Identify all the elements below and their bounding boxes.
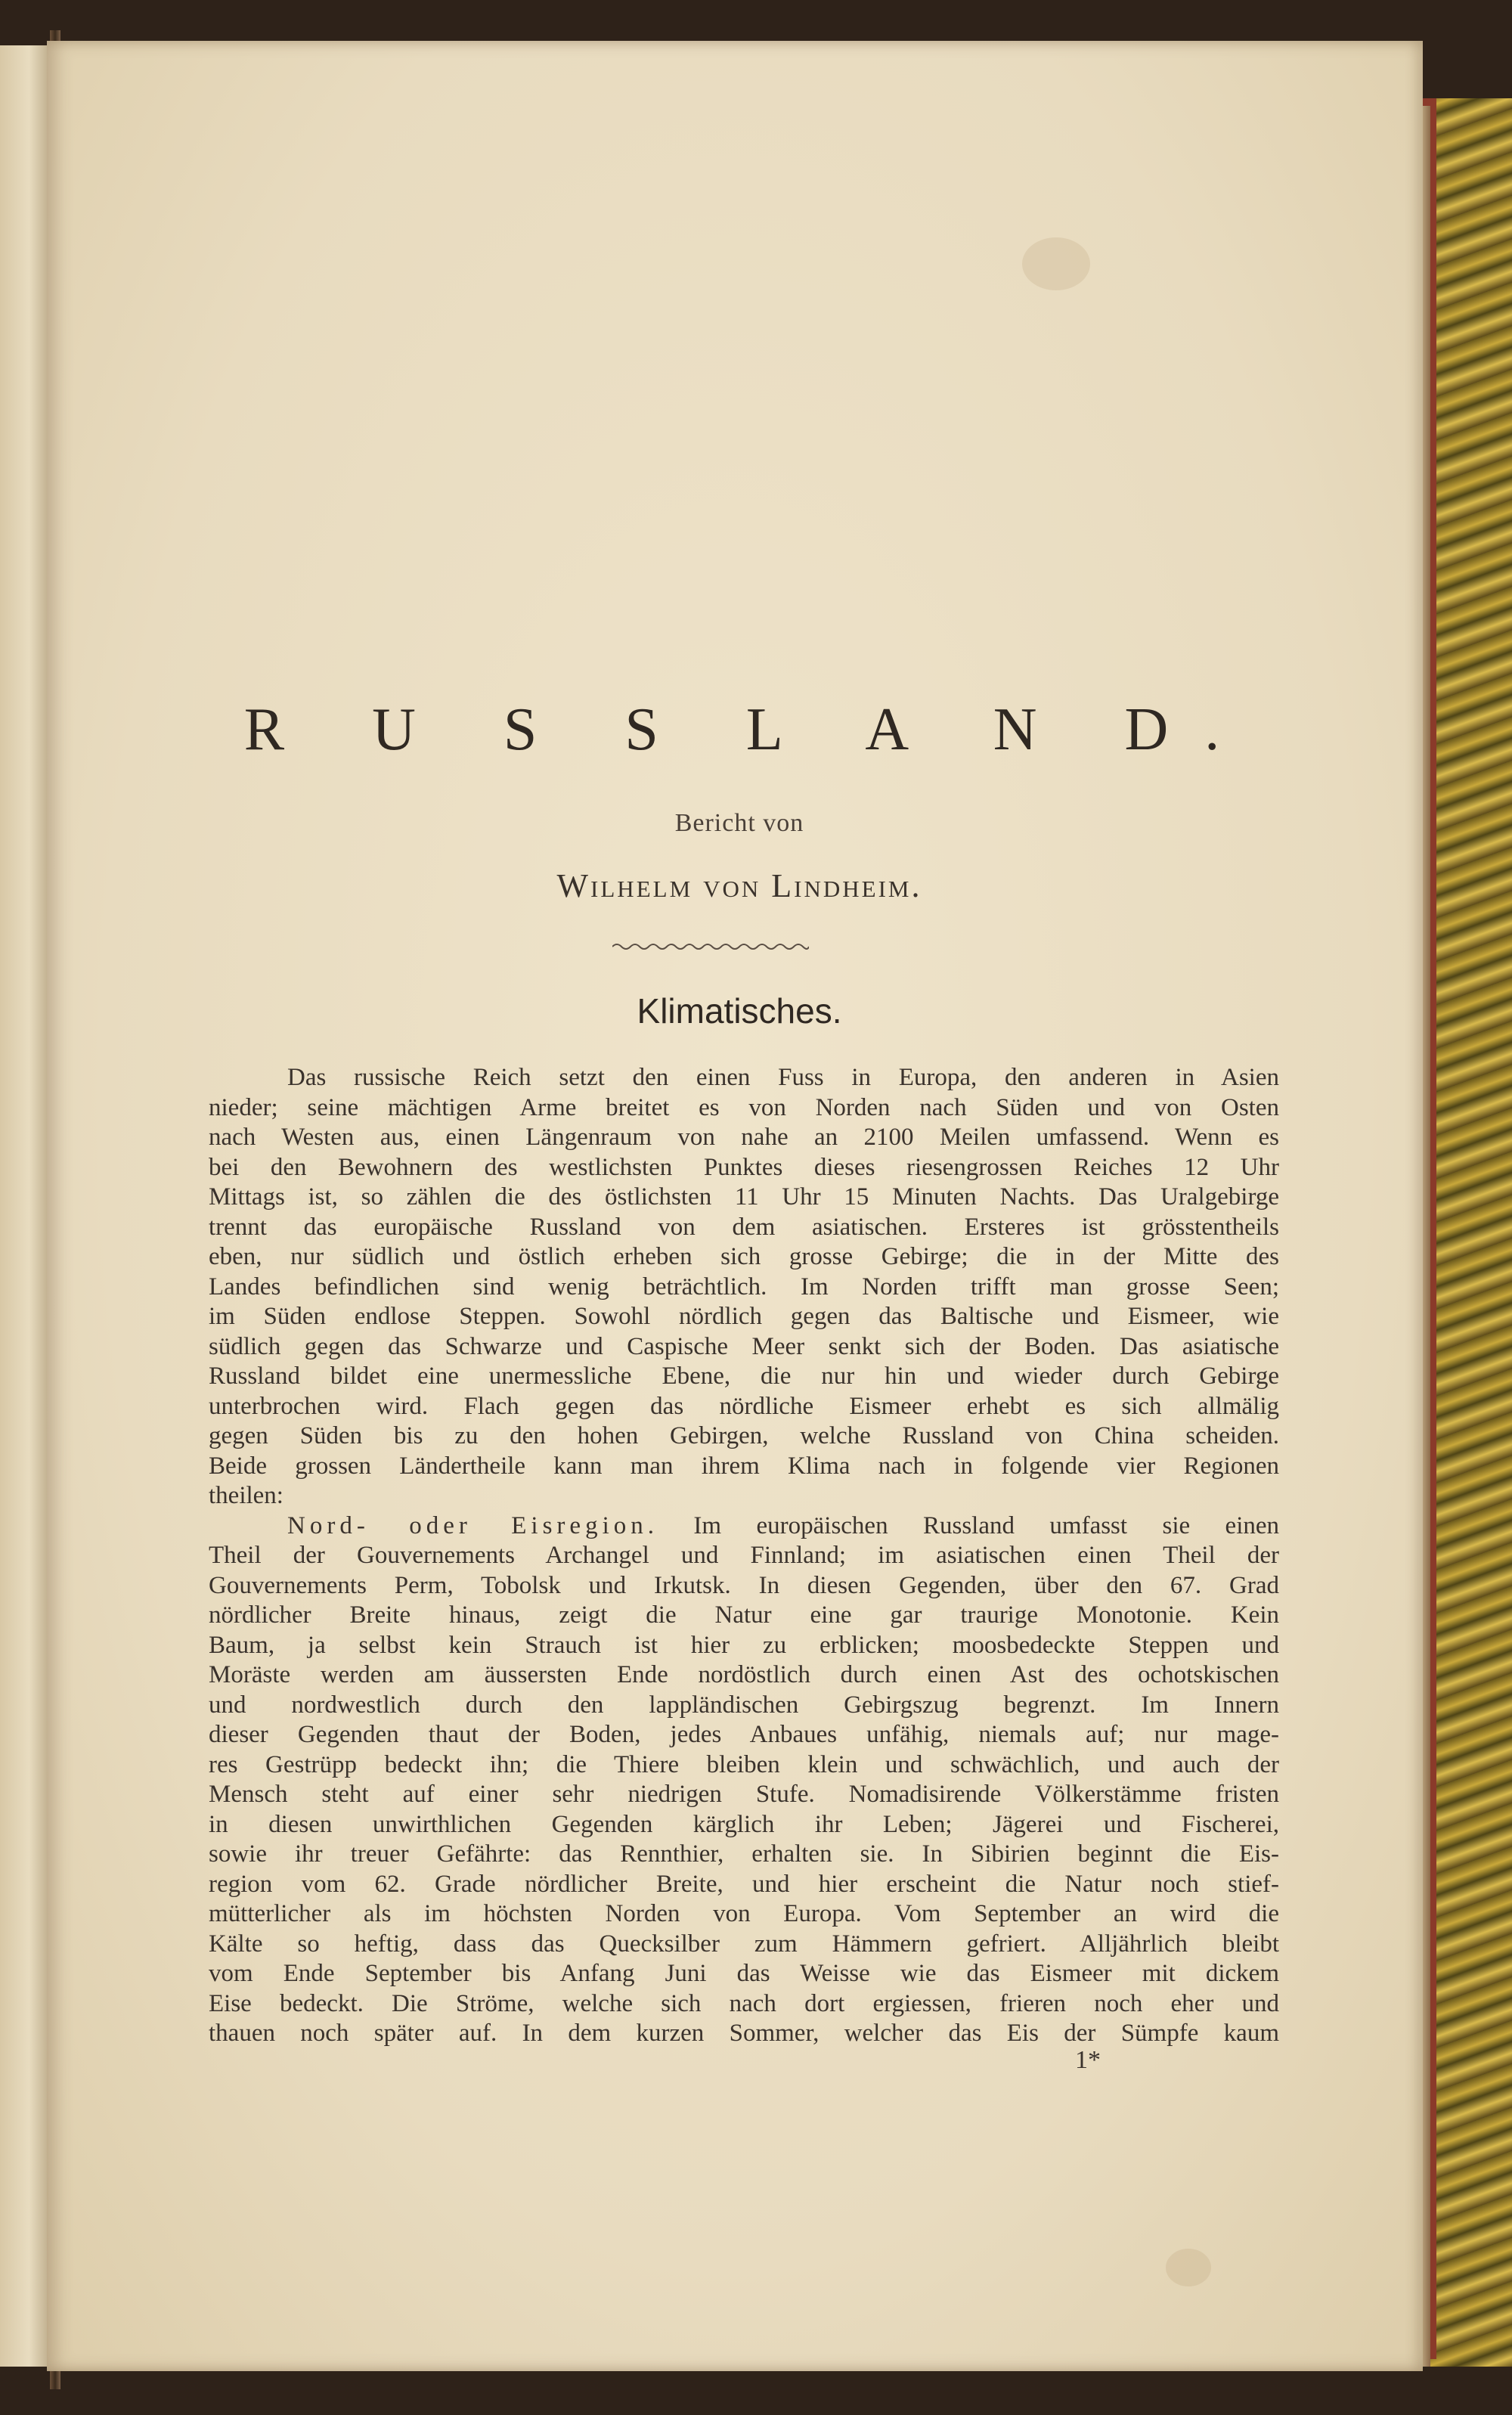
text-line: nach Westen aus, einen Längenraum von nahe an 2100 Meilen umfassend. Wenn es	[209, 1124, 1279, 1151]
text-line: thauen noch später auf. In dem kurzen Sommer, welcher das Eis der Sümpfe kaum	[209, 2020, 1279, 2047]
text-line: Das russische Reich setzt den einen Fuss in Europa, den anderen in Asien	[287, 1064, 1279, 1091]
text-line: eben, nur südlich und östlich erheben sich grosse Gebirge; die in der Mitte des	[209, 1243, 1279, 1270]
text-line: südlich gegen das Schwarze und Caspische Meer senkt sich der Boden. Das asiatische	[209, 1332, 1279, 1360]
region-paragraph-first-line	[209, 1511, 1279, 1542]
text-line: mütterlicher als im höchsten Norden von Europa. Vom September an wird die	[209, 1900, 1279, 1927]
text-line-rest: Im europäischen Russland umfasst sie einen	[693, 1511, 1280, 1539]
paper-stain	[1166, 2249, 1211, 2286]
text-line: dieser Gegenden thaut der Boden, jedes Anbaues unfähig, niemals auf; nur mage-	[209, 1721, 1279, 1748]
paper-stain	[1022, 237, 1090, 290]
text-line: vom Ende September bis Anfang Juni das Weisse wie das Eismeer mit dickem	[209, 1960, 1279, 1987]
text-line: Beide grossen Ländertheile kann man ihrem Klima nach in folgende vier Regionen	[209, 1452, 1279, 1480]
wavy-divider-ornament	[612, 941, 809, 953]
text-line: res Gestrüpp bedeckt ihn; die Thiere bleiben klein und schwächlich, und auch der	[209, 1750, 1279, 1778]
text-line: Eise bedeckt. Die Ströme, welche sich nach dort ergiessen, frieren noch eher und	[209, 1989, 1279, 2017]
text-line: Mensch steht auf einer sehr niedrigen Stufe. Nomadisirende Völkerstämme fristen	[209, 1781, 1279, 1808]
text-line: in diesen unwirthlichen Gegenden kärglich ihr Leben; Jägerei und Fischerei,	[209, 1810, 1279, 1838]
text-line: unterbrochen wird. Flach gegen das nördliche Eismeer erhebt es sich allmälig	[209, 1392, 1279, 1420]
printer-signature-mark: 1*	[1075, 2046, 1101, 2074]
report-byline: Bericht von	[674, 809, 804, 837]
page-title: R U S S L A N D.	[243, 696, 1256, 763]
text-line: Russland bildet eine unermessliche Ebene, die nur hin und wieder durch Gebirge	[209, 1363, 1279, 1390]
text-line: trennt das europäische Russland von dem asiatischen. Ersteres ist grösstentheils	[209, 1213, 1279, 1241]
text-line: Kälte so heftig, dass das Quecksilber zum Hämmern gefriert. Alljährlich bleibt	[209, 1930, 1279, 1958]
text-line: nieder; seine mächtigen Arme breitet es von Norden nach Süden und von Osten	[209, 1093, 1279, 1121]
region-name: Nord- oder Eisregion.	[287, 1511, 658, 1539]
text-line: gegen Süden bis zu den hohen Gebirgen, welche Russland von China scheiden.	[209, 1422, 1279, 1449]
text-line: theilen:	[209, 1482, 284, 1509]
text-line: Landes befindlichen sind wenig beträchtlich. Im Norden trifft man grosse Seen;	[209, 1273, 1279, 1301]
text-line: und nordwestlich durch den lappländischen Gebirgszug begrenzt. Im Innern	[209, 1691, 1279, 1719]
text-line: Baum, ja selbst kein Strauch ist hier zu erblicken; moosbedeckte Steppen und	[209, 1631, 1279, 1659]
text-line: bei den Bewohnern des westlichsten Punktes dieses riesengrossen Reiches 12 Uhr	[209, 1153, 1279, 1181]
text-line: Theil der Gouvernements Archangel und Finnland; im asiatischen einen Theil der	[209, 1542, 1279, 1569]
text-line: Moräste werden am äussersten Ende nordöstlich durch einen Ast des ochotskischen	[209, 1661, 1279, 1688]
text-line: sowie ihr treuer Gefährte: das Rennthier, erhalten sie. In Sibirien beginnt die Eis-	[209, 1840, 1279, 1868]
text-line: im Süden endlose Steppen. Sowohl nördlich gegen das Baltische und Eismeer, wie	[209, 1303, 1279, 1330]
text-line: region vom 62. Grade nördlicher Breite, und hier erscheint die Natur noch stief-	[209, 1870, 1279, 1898]
text-line: Mittags ist, so zählen die des östlichsten 11 Uhr 15 Minuten Nachts. Das Uralgebirge	[209, 1183, 1279, 1211]
author-name: Wilhelm von Lindheim.	[556, 867, 922, 904]
book-page	[47, 41, 1423, 2371]
text-line: nördlicher Breite hinaus, zeigt die Natur eine gar traurige Monotonie. Kein	[209, 1601, 1279, 1629]
body-text	[209, 1063, 1279, 2049]
facing-page-edge	[0, 45, 53, 2367]
section-heading: Klimatisches.	[637, 991, 842, 1031]
text-line: Gouvernements Perm, Tobolsk und Irkutsk. In diesen Gegenden, über den 67. Grad	[209, 1571, 1279, 1599]
